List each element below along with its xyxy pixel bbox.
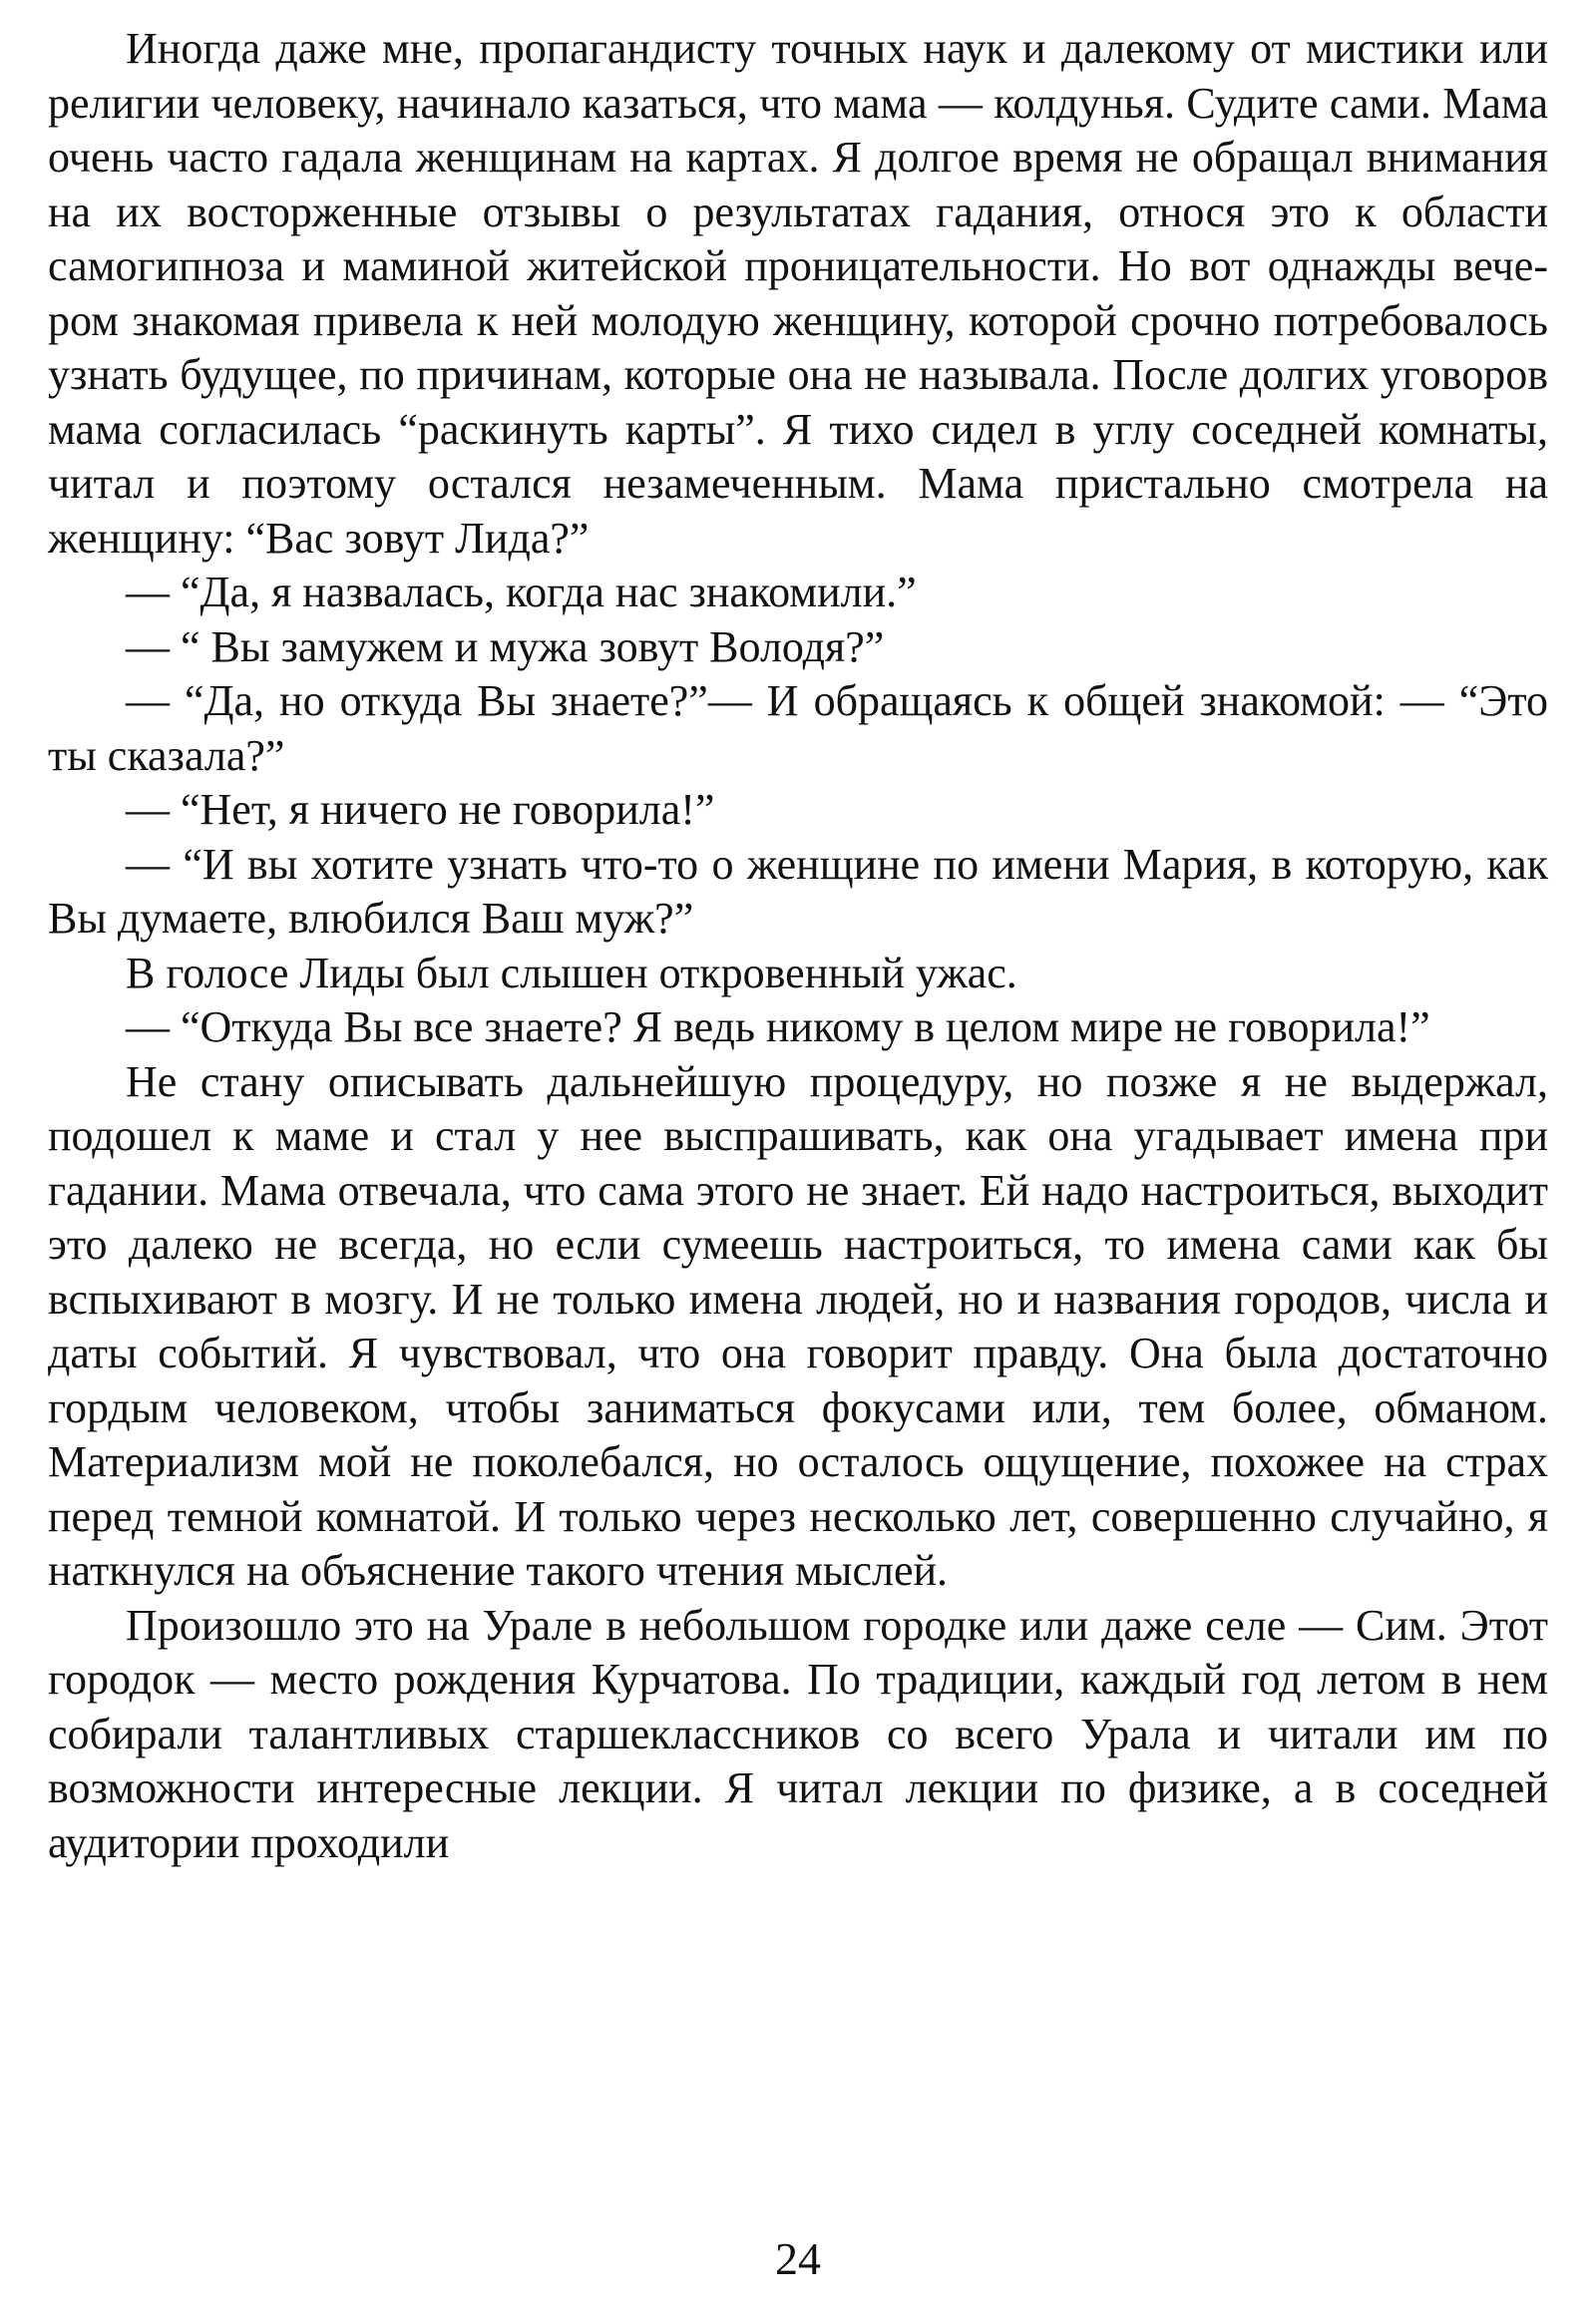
dialogue-line: — “Откуда Вы все знаете? Я ведь никому в целом мире не говорила!” (126, 1002, 1430, 1051)
paragraph: В голосе Лиды был слышен откровенный ужас. (126, 948, 1017, 997)
page-number: 24 (775, 2233, 821, 2284)
dialogue-line: — “И вы хотите узнать что-то о женщине по имени Мария, в которую, как Вы думаете, влюбился Ваш муж?” (48, 839, 1548, 943)
body-text (48, 22, 1548, 1870)
dialogue-line: — “ Вы замужем и мужа зовут Володя?” (126, 621, 885, 671)
paragraph: Не стану описывать дальнейшую процедуру, но позже я не выдержал, подошел к маме и стал у нее выспрашивать, как она угадывает имена при гадании. Мама отвечала, что сама этого не знает. Ей надо настроиться, выходит это далеко не всегда, но если сумеешь настроиться, то имена сами как бы вспыхивают в мозгу. И не только имена людей, но и названия городов, числа и даты событий. Я чувствовал, что она говорит правду. Она была достаточно гордым человеком, чтобы заниматься фокусами или, тем более, обманом. Материализм мой не поколебался, но осталось ощущение, похожее на страх перед темной комнатой. И только через несколько лет, совершенно случайно, я наткнулся на объяснение такого чтения мыслей. (48, 1056, 1548, 1595)
paragraph: Иногда даже мне, пропагандисту точных наук и далекому от мистики или религии человеку, начинало казаться, что мама — колдунья. Судите сами. Мама очень часто гадала женщинам на картах. Я долгое время не обращал внимания на их восторженные отзывы о результатах гадания, относя это к области самогипноза и маминой житейской проницательности. Но вот однажды вечером знакомая привела к ней молодую женщину, которой срочно потребовалось узнать будущее, по причинам, которые она не называла. После долгих уговоров мама согласилась “раскинуть карты”. Я тихо сидел в углу соседней комнаты, читал и поэтому остался незамеченным. Мама пристально смотрела на женщину: “Вас зовут Лида?” (48, 24, 1548, 563)
dialogue-line: — “Да, я назвалась, когда нас знакомили.” (126, 568, 917, 616)
paragraph: Произошло это на Урале в небольшом городке или даже селе — Сим. Этот городок — место рождения Курчатова. По традиции, каждый год летом в нем собирали талантливых старшеклассников со всего Урала и читали им по возможности интересные лекции. Я читал лекции по физике, а в соседней аудитории проходили (48, 1600, 1548, 1867)
dialogue-line: — “Да, но откуда Вы знаете?”— И обращаясь к общей знакомой: — “Это ты сказала?” (48, 676, 1548, 780)
dialogue-line: — “Нет, я ничего не говорила!” (126, 785, 715, 834)
